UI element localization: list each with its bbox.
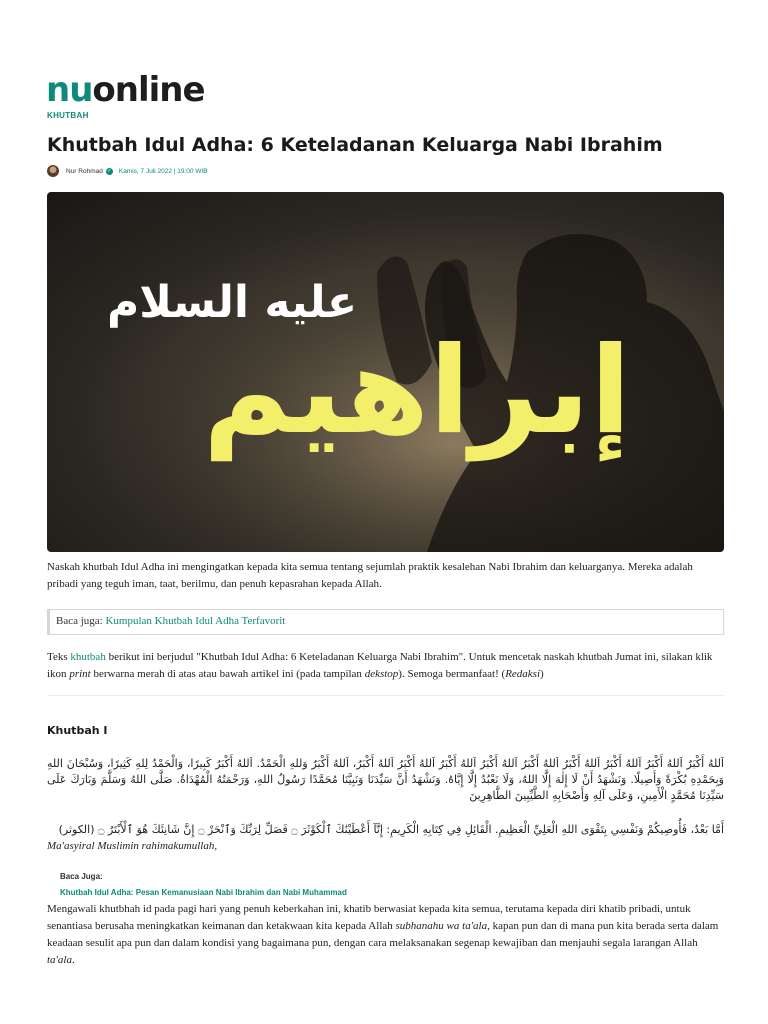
p2-text-d: ). Semoga bermanfaat! (	[398, 668, 506, 680]
p3-italic-2: ta'ala	[47, 954, 72, 966]
baca-juga-link[interactable]: Khutbah Idul Adha: Pesan Kemanusiaan Nabi Ibrahim dan Nabi Muhammad	[60, 888, 347, 897]
p2-redaksi: Redaksi	[505, 668, 541, 680]
logo-online: online	[92, 70, 205, 110]
arabic-verse: أَمَّا بَعْدُ، فَأُوصِيكُمْ وَنَفْسِي بِتَقْوَى اللهِ الْعَلِيِّ الْعَظِيمِ. الْقَائِلِ فِي كِتَابِهِ الْكَرِيمِ: إِنَّآ أَعْطَيْنَٰكَ ٱلْكَوْثَرَ ۝ فَصَلِّ لِرَبِّكَ وَٱنْحَرْ ۝ إِنَّ شَانِئَكَ هُوَ ٱلْأَبْتَرُ ۝ (الكوثر)	[58, 823, 724, 836]
latin-greeting: Ma'asyiral Muslimin rahimakumullah,	[47, 840, 218, 852]
p2-print: print	[69, 668, 91, 680]
p2-text-b: berikut ini berjudul "Khutbah Idul Adha: 6 Keteladanan Keluarga Nabi Ibrahim". Untuk mencetak naskah khutbah Jumat ini, silakan klik ikon	[47, 651, 713, 680]
verified-icon: ✓	[107, 167, 112, 174]
article-meta	[47, 164, 208, 178]
section-label[interactable]: KHUTBAH	[47, 111, 89, 120]
logo-nu: nu	[46, 70, 93, 110]
p2-text-e: )	[540, 668, 544, 680]
hero-salam-calligraphy: عليه السلام	[106, 277, 358, 328]
p3-text-a: Mengawali khutbhah id pada pagi hari yang penuh keberkahan ini, khatib berwasiat kepada kita semua, terutama kepada diri khatib pribadi, untuk senantiasa berusaha meningkatkan keimanan dan ketakwaan kita kepada Allah	[47, 903, 691, 932]
article-title: Khutbah Idul Adha: 6 Keteladanan Keluarga Nabi Ibrahim	[47, 134, 663, 156]
publish-date: Kamis, 7 Juli 2022 | 19:00 WIB	[118, 167, 208, 175]
p3-text-b: , kapan pun dan di mana pun kita berada serta dalam keadaan sesulit apa pun dan dalam kondisi yang bagaimana pun, dengan cara melaksanakan segenap kewajiban dan menjauhi segala larangan Allah	[47, 920, 719, 949]
author-avatar[interactable]	[47, 165, 59, 177]
body-paragraph-2	[47, 649, 724, 683]
p3-italic-1: subhanahu wa ta'ala	[395, 920, 488, 932]
site-logo[interactable]	[46, 70, 205, 110]
read-also-label: Baca juga:	[56, 615, 103, 627]
baca-juga-label: Baca Juga:	[60, 872, 103, 881]
section-divider	[47, 695, 724, 696]
p2-dekstop: dekstop	[364, 668, 399, 680]
body-paragraph-3	[47, 901, 724, 969]
hero-illustration	[47, 192, 724, 552]
khutbah-heading: Khutbah I	[47, 724, 108, 737]
intro-paragraph: Naskah khutbah Idul Adha ini mengingatkan kepada kita semua tentang sejumlah praktik kesalehan Nabi Ibrahim dan keluarganya. Mereka adalah pribadi yang teguh iman, taat, berilmu, dan penuh kepasrahan kepada Allah.	[47, 561, 693, 590]
read-also-link[interactable]: Kumpulan Khutbah Idul Adha Terfavorit	[105, 615, 286, 627]
p2-text-a: Teks	[47, 651, 71, 663]
khutbah-link[interactable]: khutbah	[70, 651, 106, 663]
p2-text-c: berwarna merah di atas atau bawah artikel ini (pada tampilan	[90, 668, 365, 680]
p3-text-c: .	[71, 954, 75, 966]
author-name[interactable]: Nur Rohmad	[66, 167, 103, 175]
hero-image	[47, 192, 724, 552]
arabic-opening: اَللهُ أَكْبَرُ اَللهُ أَكْبَرُ اَللهُ أَكْبَرُ اَللهُ أَكْبَرُ اَللهُ أَكْبَرُ اَللهُ أَكْبَرُ اَللهُ أَكْبَرُ اَللهُ أَكْبَرُ اَللهُ أَكْبَرُ، اَللهُ أَكْبَرُ وَللهِ الْحَمْدُ. اَللهُ أَكْبَرُ كَبِيرًا، وَالْحَمْدُ لِلهِ كَثِيرًا، وَسُبْحَانَ اللهِ وَبِحَمْدِهِ بُكْرَةً وَأَصِيلًا. وَنَشْهَدُ أَنْ لَا إِلٰهَ إِلَّا اللهُ، وَلَا نَعْبُدُ إِلَّا إِيَّاهُ. وَنَشْهَدُ أَنَّ سَيِّدَنَا وَنَبِيَّنَا مُحَمَّدًا رَسُولُ اللهِ، وَرَحْمَتُهُ الْمُهْدَاةُ. صَلَّى اللهُ وَسَلَّمَ وَبَارَكَ عَلَى سَيِّدِنَا مُحَمَّدٍ الْأَمِينِ، وَعَلَى آلِهِ وَأَصْحَابِهِ الطَّيِّبِينَ الطَّاهِرِينَ	[47, 757, 724, 802]
read-also-box	[47, 609, 724, 635]
hero-ibrahim-calligraphy: إبراهيم	[202, 322, 632, 461]
